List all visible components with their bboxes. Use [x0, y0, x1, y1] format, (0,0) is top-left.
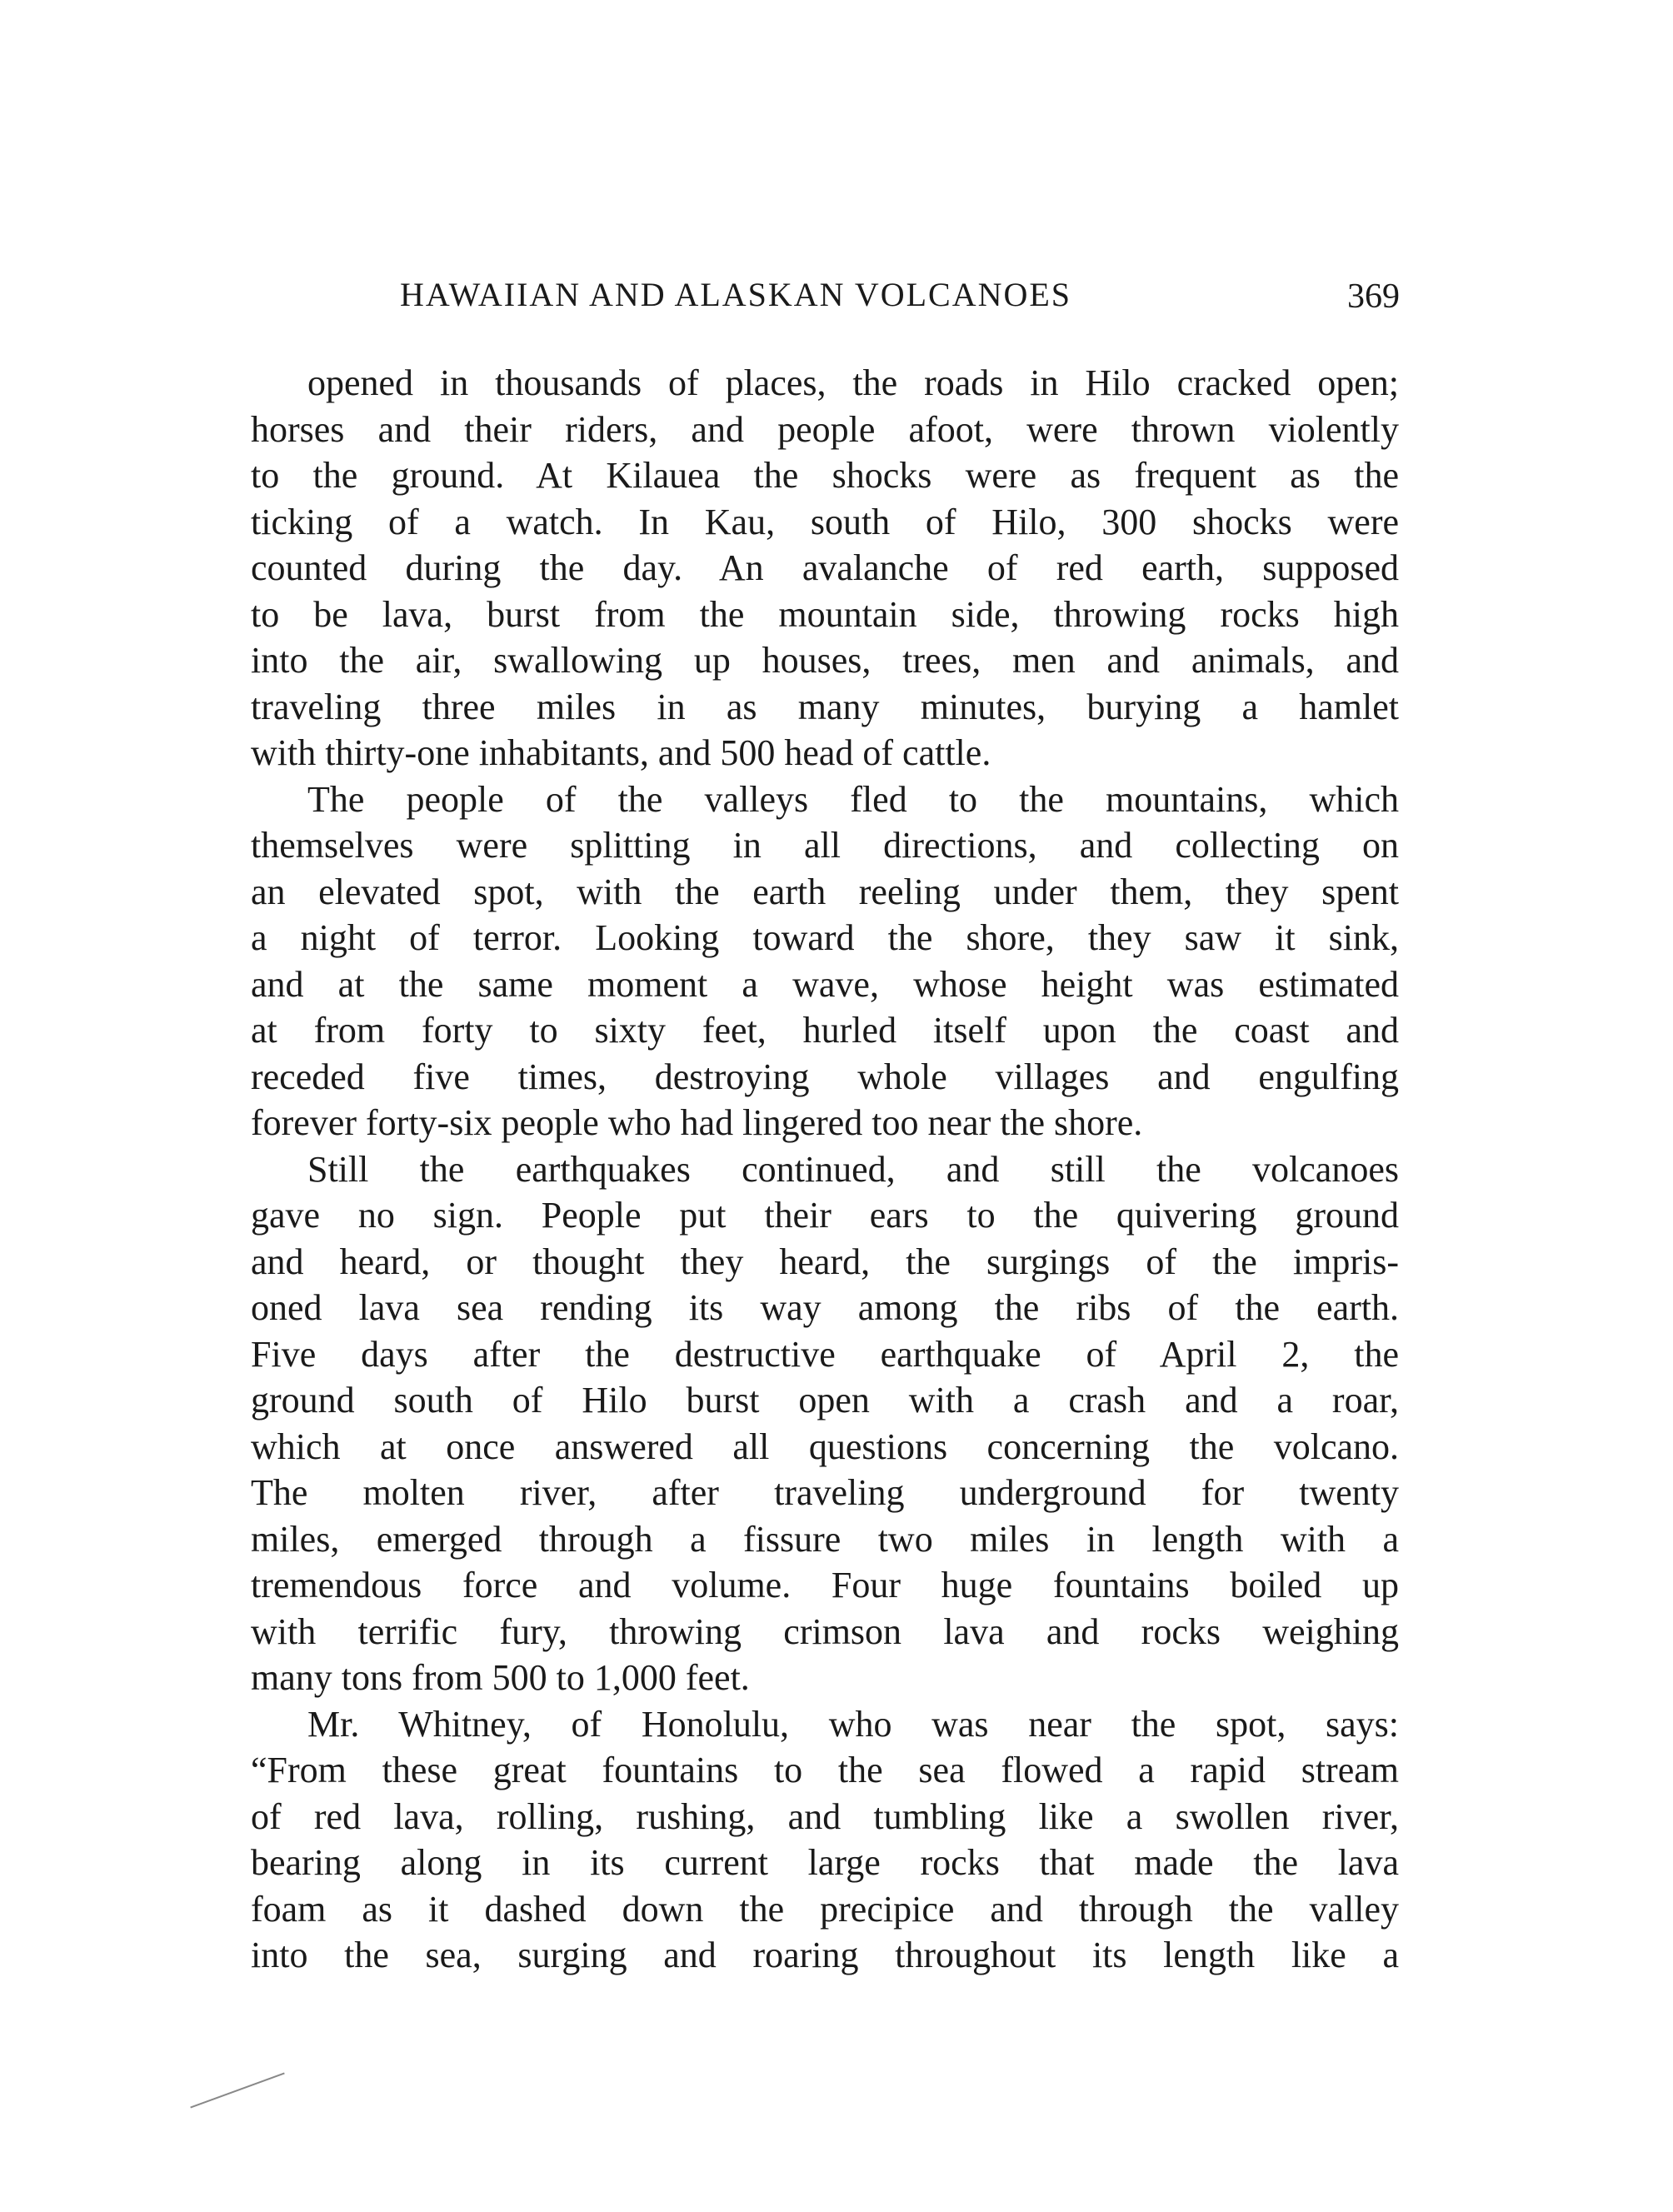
- text-line: forever forty-six people who had lingered too near the shore.: [251, 1102, 1143, 1143]
- text-line: receded five times, destroying whole villages and engulfing: [251, 1056, 1399, 1097]
- text-line: traveling three miles in as many minutes, burying a hamlet: [251, 686, 1399, 727]
- paragraph: [251, 776, 1399, 1146]
- text-line: to the ground. At Kilauea the shocks were as frequent as the: [251, 455, 1399, 496]
- text-line: “From these great fountains to the sea flowed a rapid stream: [251, 1750, 1399, 1790]
- text-line: ticking of a watch. In Kau, south of Hilo, 300 shocks were: [251, 501, 1399, 542]
- text-line: counted during the day. An avalanche of red earth, supposed: [251, 547, 1399, 588]
- text-line: at from forty to sixty feet, hurled itself upon the coast and: [251, 1010, 1399, 1051]
- scan-mark: [190, 2073, 284, 2109]
- text-line: Five days after the destructive earthquake of April 2, the: [251, 1333, 1399, 1375]
- text-line: to be lava, burst from the mountain side, throwing rocks high: [251, 593, 1399, 635]
- running-title: HAWAIIAN AND ALASKAN VOLCANOES: [400, 276, 1072, 313]
- text-line: a night of terror. Looking toward the shore, they saw it sink,: [251, 917, 1399, 958]
- text-line: miles, emerged through a fissure two miles in length with a: [251, 1518, 1399, 1560]
- text-line: which at once answered all questions concerning the volcano.: [251, 1426, 1399, 1467]
- text-line: ground south of Hilo burst open with a crash and a roar,: [251, 1380, 1399, 1421]
- paragraph: [251, 1701, 1399, 1979]
- text-line: and heard, or thought they heard, the surgings of the impris-: [251, 1241, 1399, 1282]
- text-line: oned lava sea rending its way among the ribs of the earth.: [251, 1287, 1399, 1328]
- page-number: 369: [1347, 277, 1400, 316]
- text-line: bearing along in its current large rocks that made the lava: [251, 1842, 1399, 1883]
- text-line: into the sea, surging and roaring throughout its length like a: [251, 1935, 1399, 1975]
- text-line: many tons from 500 to 1,000 feet.: [251, 1657, 750, 1698]
- page-body: [251, 360, 1399, 1979]
- text-line: The molten river, after traveling underground for twenty: [251, 1472, 1399, 1513]
- text-line: an elevated spot, with the earth reeling under them, they spent: [251, 871, 1399, 912]
- text-line: gave no sign. People put their ears to the quivering ground: [251, 1195, 1399, 1236]
- text-line: themselves were splitting in all directions, and collecting on: [251, 825, 1399, 866]
- paragraph: [251, 360, 1399, 776]
- text-line: opened in thousands of places, the roads in Hilo cracked open;: [307, 362, 1399, 403]
- text-line: horses and their riders, and people afoot, were thrown violently: [251, 408, 1399, 450]
- text-line: The people of the valleys fled to the mountains, which: [307, 778, 1399, 820]
- running-header: [250, 275, 1400, 325]
- paragraph: [251, 1146, 1399, 1701]
- text-line: Mr. Whitney, of Honolulu, who was near the spot, says:: [307, 1703, 1399, 1745]
- text-line: Still the earthquakes continued, and still the volcanoes: [307, 1148, 1399, 1190]
- text-line: of red lava, rolling, rushing, and tumbling like a swollen river,: [251, 1795, 1399, 1837]
- text-line: and at the same moment a wave, whose height was estimated: [251, 963, 1399, 1005]
- text-line: tremendous force and volume. Four huge fountains boiled up: [251, 1565, 1399, 1605]
- text-line: with terrific fury, throwing crimson lava and rocks weighing: [251, 1610, 1399, 1652]
- text-line: foam as it dashed down the precipice and through the valley: [251, 1888, 1399, 1930]
- text-line: into the air, swallowing up houses, trees, men and animals, and: [251, 640, 1399, 681]
- text-line: with thirty-one inhabitants, and 500 head of cattle.: [251, 732, 991, 773]
